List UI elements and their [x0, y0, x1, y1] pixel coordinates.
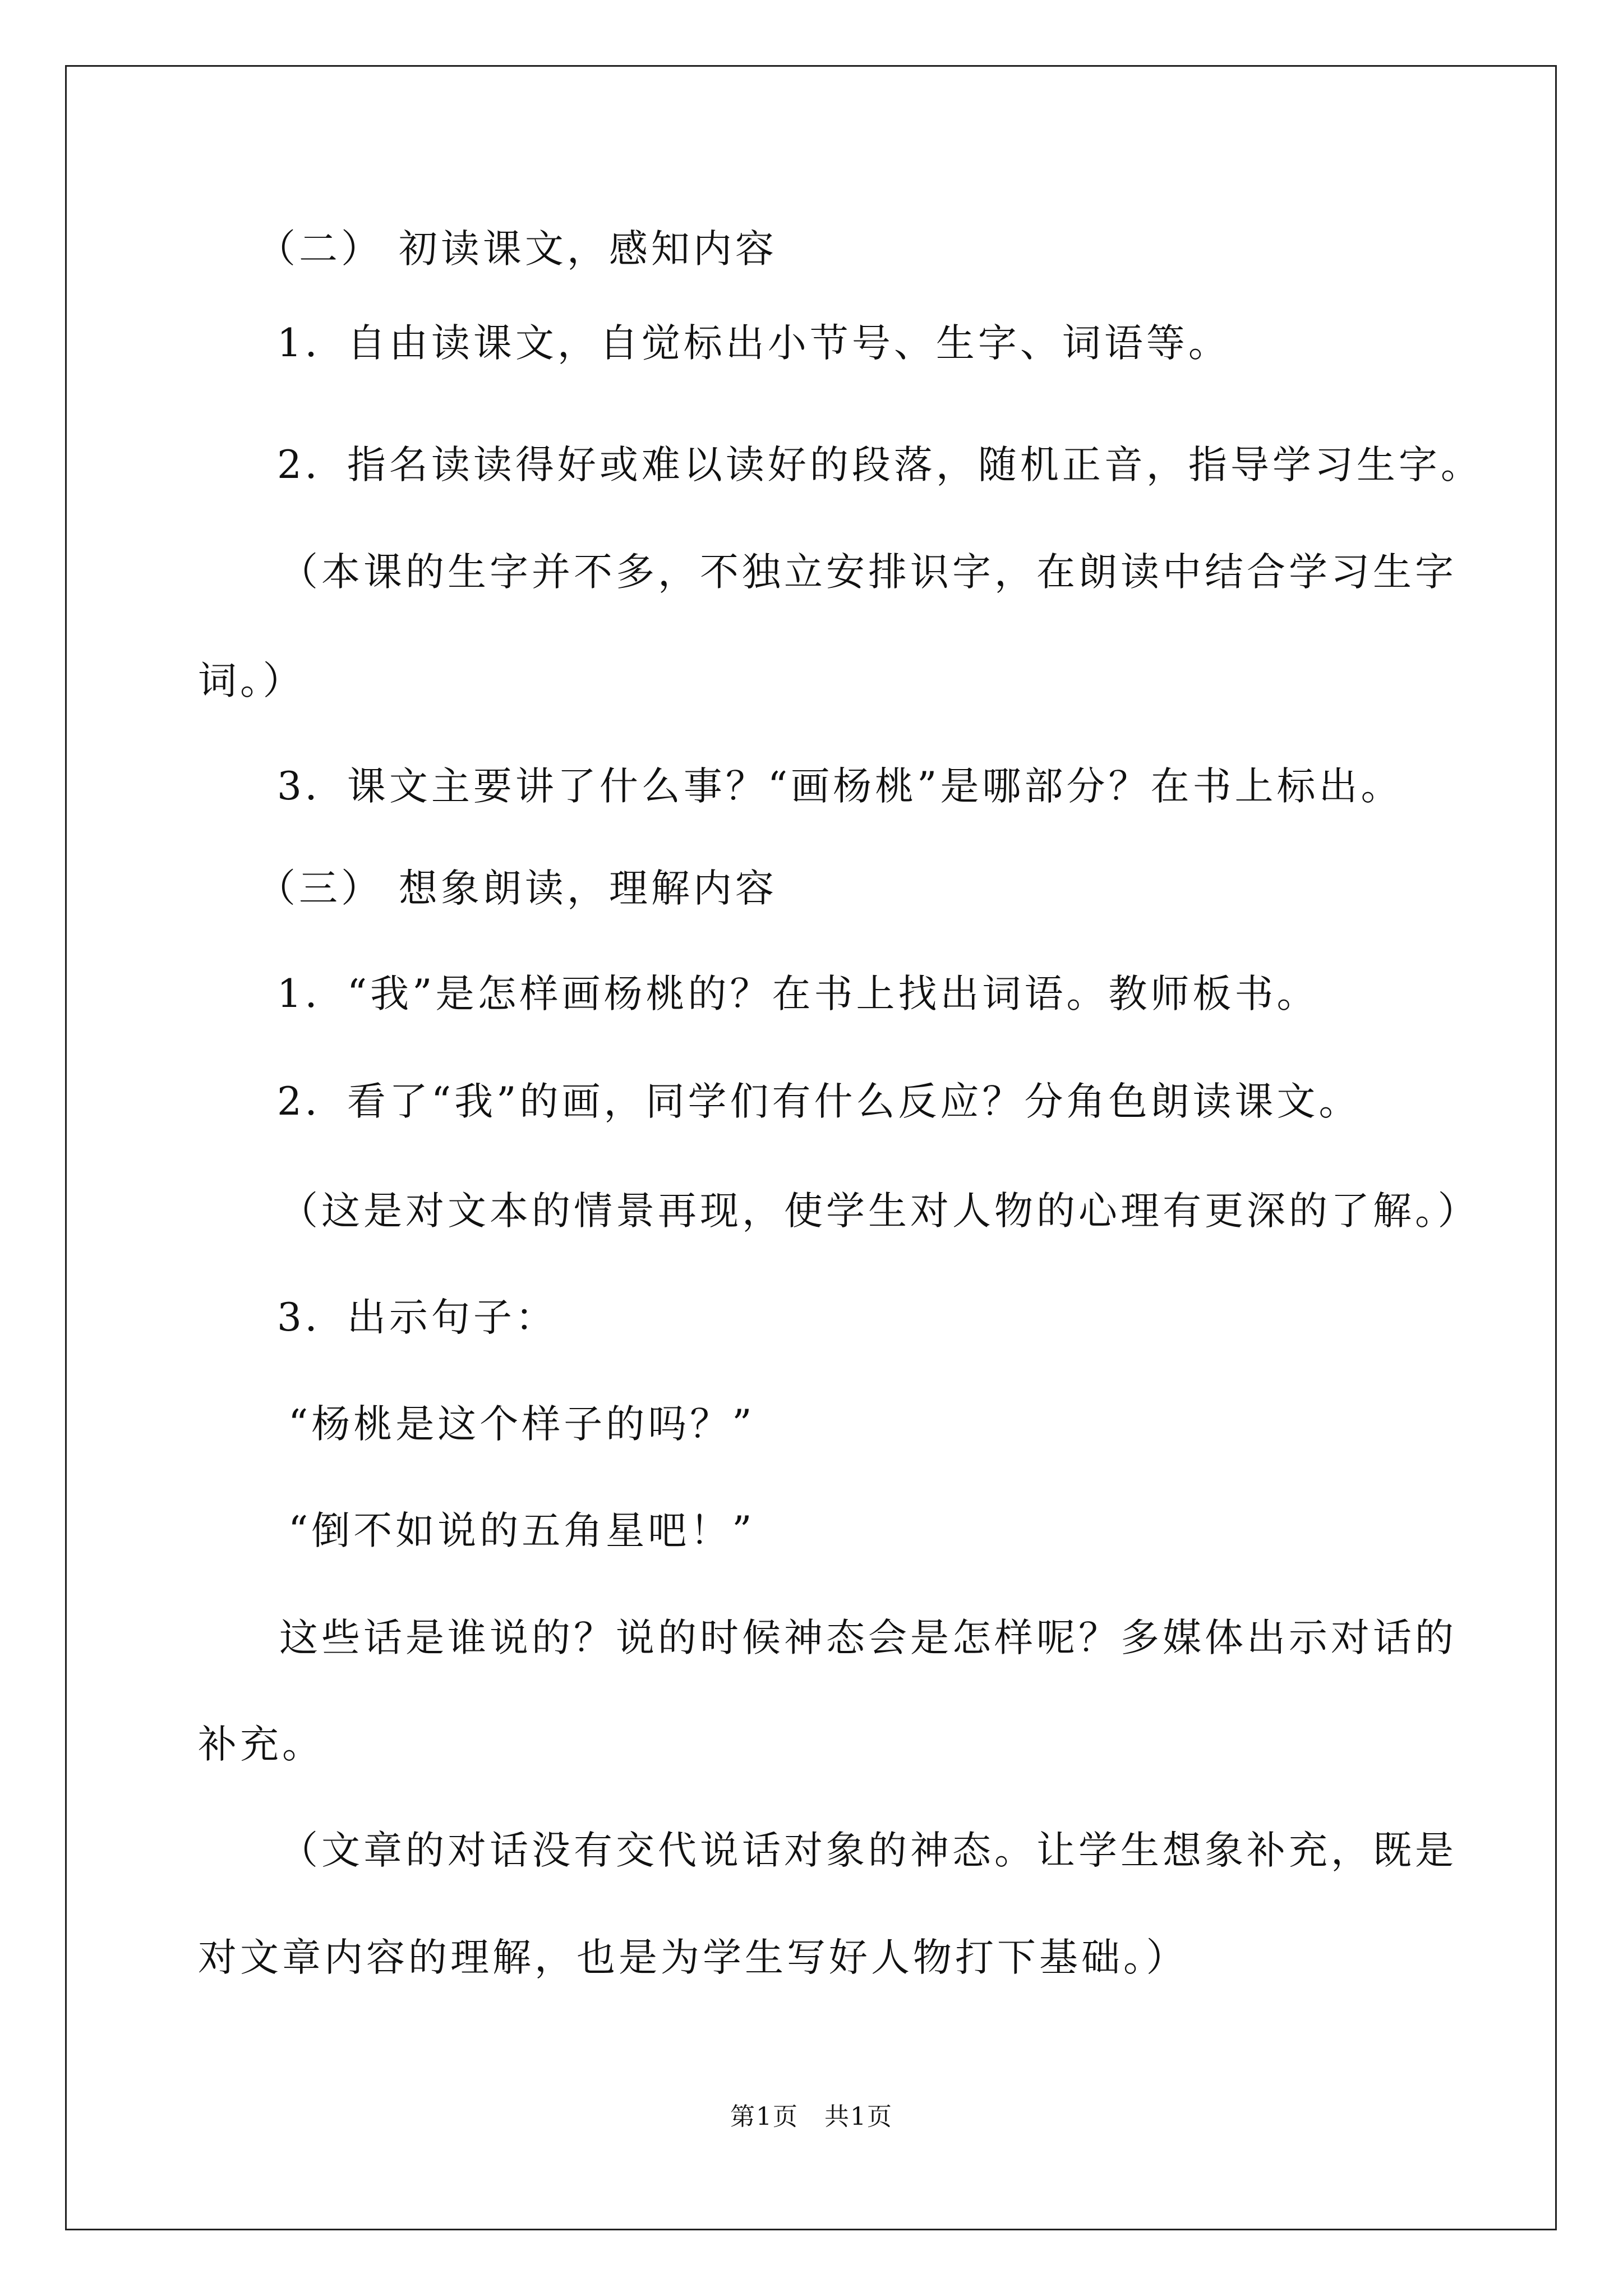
- quote-line: “杨桃是这个样子的吗？”: [288, 1402, 755, 1447]
- paragraph-line: 3．出示句子：: [277, 1295, 557, 1340]
- paragraph-line: 词。）: [198, 659, 305, 703]
- quote-line: “倒不如说的五角星吧！”: [288, 1508, 755, 1553]
- section-heading-2: （二） 初读课文，感知内容: [257, 227, 777, 272]
- page-border: [65, 65, 1557, 2230]
- paragraph-line: （这是对文本的情景再现，使学生对人物的心理有更深的了解。）: [279, 1189, 1480, 1234]
- paragraph-line: 2．看了“我”的画，同学们有什么反应？分角色朗读课文。: [277, 1079, 1361, 1124]
- paragraph-line: 这些话是谁说的？说的时候神态会是怎样呢？多媒体出示对话的: [279, 1616, 1457, 1660]
- paragraph-line: 3．课文主要讲了什么事？“画杨桃”是哪部分？在书上标出。: [277, 764, 1403, 809]
- paragraph-line: 对文章内容的理解，也是为学生写好人物打下基础。）: [198, 1935, 1188, 1980]
- page-footer: 第1页 共1页: [730, 2102, 893, 2131]
- paragraph-line: 1．自由读课文，自觉标出小节号、生字、词语等。: [277, 321, 1230, 366]
- paragraph-line: 补充。: [198, 1722, 324, 1767]
- paragraph-line: （文章的对话没有交代说话对象的神态。让学生想象补充，既是: [279, 1828, 1457, 1873]
- section-heading-3: （三） 想象朗读，理解内容: [257, 866, 777, 911]
- paragraph-line: 2．指名读读得好或难以读好的段落，随机正音，指导学习生字。: [277, 443, 1483, 487]
- paragraph-line: 1．“我”是怎样画杨桃的？在书上找出词语。教师板书。: [277, 972, 1319, 1016]
- paragraph-line: （本课的生字并不多，不独立安排识字，在朗读中结合学习生字: [279, 550, 1457, 595]
